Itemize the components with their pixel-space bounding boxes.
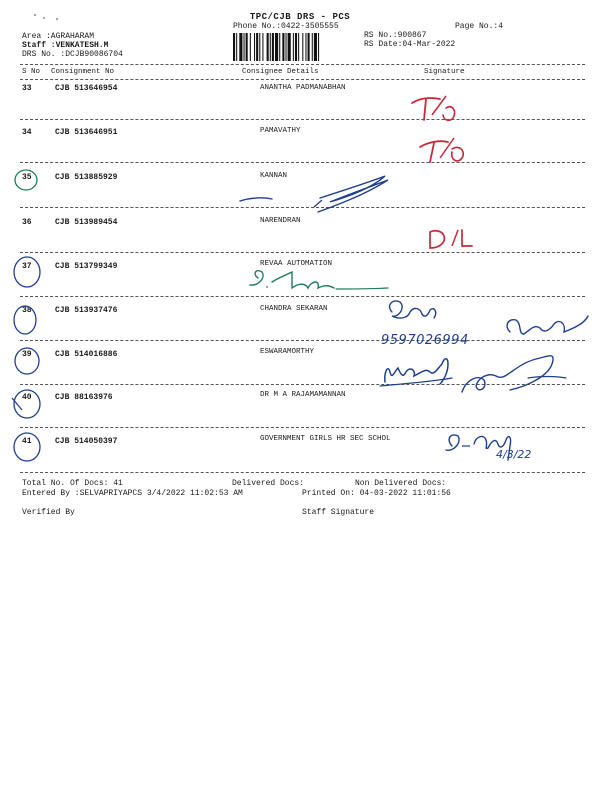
row-consignment: CJB 513885929 <box>55 173 118 182</box>
row-sno: 40 <box>22 393 32 402</box>
barcode-bar <box>314 33 317 61</box>
row-sno: 36 <box>22 218 32 227</box>
barcode-bar <box>298 33 299 61</box>
row-consignment: CJB 514050397 <box>55 437 118 446</box>
row-consignee: NARENDRAN <box>260 217 301 225</box>
row-consignee: REVAA AUTOMATION <box>260 260 333 268</box>
delivered-docs: Delivered Docs: <box>232 479 305 488</box>
phone-number: Phone No.:0422-3505555 <box>233 22 339 31</box>
verified-by: Verified By <box>22 508 75 517</box>
row-sno: 35 <box>22 173 32 182</box>
col-consignee: Consignee Details <box>242 68 319 76</box>
barcode-bar <box>275 33 278 61</box>
barcode-bar <box>267 33 269 61</box>
barcode-bar <box>302 33 303 61</box>
barcode-bar <box>254 33 255 61</box>
barcode <box>232 33 356 61</box>
return-mark-row34 <box>420 138 463 162</box>
divider <box>20 384 585 385</box>
signature-row39 <box>380 356 566 392</box>
row-consignee: GOVERNMENT GIRLS HR SEC SCHOL <box>260 435 391 443</box>
barcode-bar <box>305 33 306 61</box>
barcode-bar <box>318 33 319 61</box>
printed-on: Printed On: 04-03-2022 11:01:56 <box>302 489 451 498</box>
barcode-bar <box>246 33 248 61</box>
barcode-bar <box>286 33 287 61</box>
row-sno: 39 <box>22 350 32 359</box>
row-consignment: CJB 513646951 <box>55 128 118 137</box>
row-sno: 38 <box>22 306 32 315</box>
barcode-bar <box>282 33 284 61</box>
row-consignment: CJB 513799349 <box>55 262 118 271</box>
barcode-bar <box>295 33 297 61</box>
delivered-mark-row36 <box>430 230 472 248</box>
rs-date: RS Date:04-Mar-2022 <box>364 40 456 49</box>
barcode-bar <box>308 33 310 61</box>
row-consignee: ANANTHA PADMANABHAN <box>260 84 346 92</box>
staff-signature-label: Staff Signature <box>302 508 375 517</box>
col-sno: S No <box>22 68 41 76</box>
row-consignment: CJB 513989454 <box>55 218 118 227</box>
drs-number: DRS No. :DCJB90086704 <box>22 50 123 59</box>
non-delivered-docs: Non Delivered Docs: <box>355 479 447 488</box>
barcode-bar <box>262 33 263 61</box>
divider <box>20 252 585 253</box>
signature-row41 <box>446 435 531 461</box>
row-sno: 37 <box>22 262 32 271</box>
divider <box>20 162 585 163</box>
divider <box>20 296 585 297</box>
divider <box>20 340 585 341</box>
row-consignee: DR M A RAJAMAMANNAN <box>260 391 346 399</box>
staff-label: Staff :VENKATESH.M <box>22 41 109 50</box>
row-consignment: CJB 514016886 <box>55 350 118 359</box>
barcode-bar <box>233 33 235 61</box>
barcode-bar <box>250 33 251 61</box>
svg-text:9597026994: 9597026994 <box>381 333 469 348</box>
barcode-bar <box>288 33 291 61</box>
row-consignment: CJB 88163976 <box>55 393 113 402</box>
row-consignee: KANNAN <box>260 172 288 180</box>
barcode-bar <box>312 33 313 61</box>
entered-by: Entered By :SELVAPRIYAPCS 3/4/2022 11:02:53 AM <box>22 489 243 498</box>
divider <box>20 64 585 65</box>
row-sno: 41 <box>22 437 32 446</box>
col-consignment: Consignment No <box>51 68 115 76</box>
document-title: TPC/CJB DRS - PCS <box>249 12 351 22</box>
barcode-bar <box>259 33 260 61</box>
barcode-bar <box>293 33 294 61</box>
barcode-bar <box>256 33 258 61</box>
row-consignee: CHANDRA SEKARAN <box>260 305 328 313</box>
barcode-bar <box>272 33 274 61</box>
barcode-bar <box>244 33 245 61</box>
barcode-bar <box>270 33 271 61</box>
svg-text:4/3/22: 4/3/22 <box>496 448 532 461</box>
divider <box>20 119 585 120</box>
barcode-bar <box>239 33 242 61</box>
col-signature: Signature <box>424 68 465 76</box>
barcode-bar <box>236 33 237 61</box>
divider <box>20 207 585 208</box>
total-docs: Total No. Of Docs: 41 <box>22 479 123 488</box>
page-number: Page No.:4 <box>455 22 504 31</box>
row-consignment: CJB 513937476 <box>55 306 118 315</box>
divider <box>20 79 585 80</box>
divider <box>20 472 585 473</box>
area-label: Area :AGRAHARAM <box>22 32 95 41</box>
signature-row37 <box>250 271 388 289</box>
return-mark-row33 <box>412 96 455 120</box>
barcode-bar <box>279 33 280 61</box>
row-consignment: CJB 513646954 <box>55 84 118 93</box>
row-consignee: PAMAVATHY <box>260 127 301 135</box>
row-sno: 33 <box>22 84 32 93</box>
divider <box>20 427 585 428</box>
row-sno: 34 <box>22 128 32 137</box>
rs-number: RS No.:900867 <box>364 31 427 40</box>
row-consignee: ESWARAMORTHY <box>260 348 315 356</box>
